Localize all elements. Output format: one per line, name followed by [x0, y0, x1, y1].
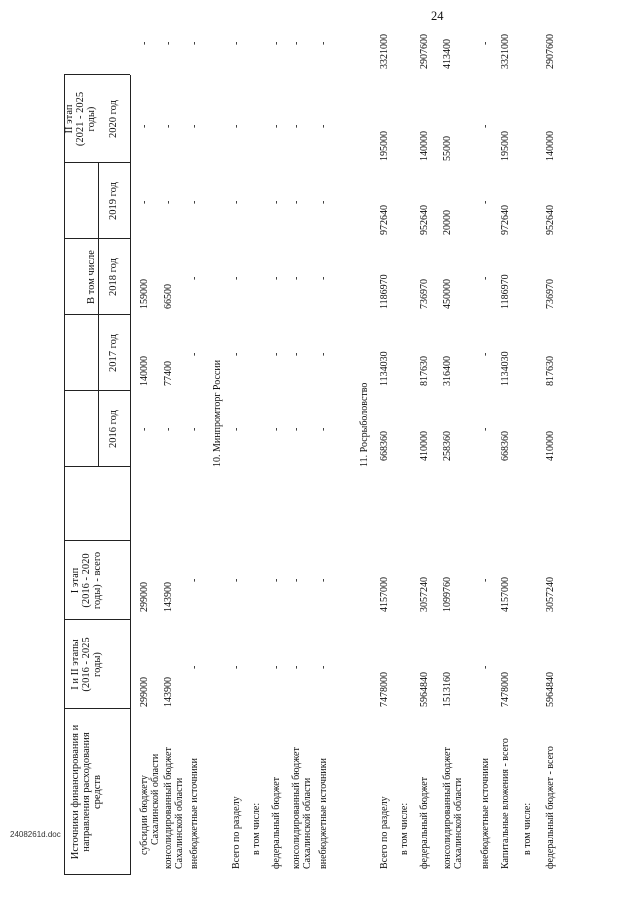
- cell-total: 5964840: [419, 672, 430, 707]
- cell-y2017: 77400: [163, 361, 174, 386]
- grid-header-bottom-line: [130, 75, 131, 875]
- row-label: Сахалинской области: [174, 777, 185, 869]
- header-stage2-column: II этап: [64, 104, 75, 134]
- page-number: 24: [431, 9, 444, 23]
- cell-y2018: -: [271, 276, 282, 280]
- cell-stage1: 4157000: [500, 577, 511, 612]
- row-label: консолидированный бюджет: [442, 747, 453, 869]
- row-label: Сахалинской области: [453, 777, 464, 869]
- cell-y2020: -: [318, 124, 329, 128]
- row-label: Сахалинской области: [302, 777, 313, 869]
- cell-y2016: -: [291, 427, 302, 431]
- header-stage2-column: годы): [86, 106, 97, 132]
- cell-stage1: 3057240: [419, 577, 430, 612]
- cell-total: -: [189, 665, 200, 669]
- cell-y2018: 1186970: [500, 274, 511, 309]
- cell-stage2: -: [231, 41, 242, 45]
- cell-y2019: 20000: [442, 210, 453, 235]
- cell-stage2: -: [271, 41, 282, 45]
- header-total-column: (2016 - 2025: [81, 637, 92, 692]
- cell-y2020: 195000: [379, 131, 390, 161]
- cell-stage2: -: [163, 41, 174, 45]
- row-label: внебюджетные источники: [480, 758, 491, 869]
- row-label: субсидии бюджету: [139, 775, 150, 855]
- cell-y2017: -: [318, 352, 329, 356]
- cell-y2017: 817630: [419, 356, 430, 386]
- row-label: Всего по разделу: [379, 796, 390, 869]
- cell-y2019: -: [480, 200, 491, 204]
- cell-total: -: [318, 665, 329, 669]
- cell-y2020: -: [189, 124, 200, 128]
- row-label: в том числе:: [251, 802, 262, 855]
- cell-y2018: 159000: [139, 279, 150, 309]
- cell-stage1: -: [318, 578, 329, 582]
- row-label: федеральный бюджет: [419, 776, 430, 869]
- cell-y2020: -: [231, 124, 242, 128]
- cell-y2020: -: [163, 124, 174, 128]
- grid-year-span-line: [98, 163, 99, 467]
- row-label: консолидированный бюджет: [291, 747, 302, 869]
- cell-y2018: 450000: [442, 279, 453, 309]
- cell-y2019: 952640: [545, 205, 556, 235]
- cell-stage2: -: [480, 41, 491, 45]
- cell-y2016: 668360: [379, 431, 390, 461]
- cell-y2020: -: [271, 124, 282, 128]
- cell-stage1: 1099760: [442, 577, 453, 612]
- cell-total: 7478000: [500, 672, 511, 707]
- cell-total: 7478000: [379, 672, 390, 707]
- cell-y2020: 195000: [500, 131, 511, 161]
- cell-stage1: 299000: [139, 582, 150, 612]
- cell-y2019: -: [318, 200, 329, 204]
- cell-y2019: 972640: [500, 205, 511, 235]
- cell-y2016: 258360: [442, 431, 453, 461]
- cell-stage2: 3321000: [379, 34, 390, 69]
- cell-y2018: -: [231, 276, 242, 280]
- cell-y2018: 736970: [545, 279, 556, 309]
- header-total-column: I и II этапы: [70, 639, 81, 690]
- cell-stage1: -: [291, 578, 302, 582]
- header-year-2016: 2016 год: [108, 410, 119, 448]
- row-label: Капитальные вложения - всего: [500, 738, 511, 869]
- grid-vline: [64, 390, 130, 391]
- row-label: в том числе:: [399, 802, 410, 855]
- header-including-label: В том числе: [86, 250, 97, 304]
- header-source-column: направления расходования: [81, 732, 92, 852]
- cell-stage1: -: [271, 578, 282, 582]
- cell-y2019: 972640: [379, 205, 390, 235]
- cell-y2020: 140000: [419, 131, 430, 161]
- row-label: федеральный бюджет: [271, 776, 282, 869]
- row-label: внебюджетные источники: [318, 758, 329, 869]
- cell-y2017: 140000: [139, 356, 150, 386]
- cell-y2017: -: [291, 352, 302, 356]
- cell-stage1: 3057240: [545, 577, 556, 612]
- cell-y2017: -: [231, 352, 242, 356]
- cell-y2016: -: [139, 427, 150, 431]
- cell-total: -: [271, 665, 282, 669]
- cell-total: 299000: [139, 677, 150, 707]
- grid-vline: [64, 466, 130, 467]
- row-label: федеральный бюджет - всего: [545, 746, 556, 869]
- header-year-2018: 2018 год: [108, 258, 119, 296]
- cell-stage1: -: [480, 578, 491, 582]
- cell-total: 143900: [163, 677, 174, 707]
- row-label: внебюджетные источники: [189, 758, 200, 869]
- header-source-column: средств: [92, 775, 103, 809]
- cell-y2016: 410000: [545, 431, 556, 461]
- cell-y2017: 1134030: [379, 351, 390, 386]
- cell-y2017: 316400: [442, 356, 453, 386]
- header-source-column: Источники финансирования и: [70, 724, 81, 860]
- row-label: Всего по разделу: [231, 796, 242, 869]
- cell-y2018: 66500: [163, 284, 174, 309]
- cell-y2016: -: [163, 427, 174, 431]
- cell-y2019: 952640: [419, 205, 430, 235]
- cell-y2016: -: [231, 427, 242, 431]
- grid-top-line: [64, 75, 65, 875]
- header-stage2-column: (2021 - 2025: [75, 91, 86, 147]
- cell-y2018: -: [291, 276, 302, 280]
- cell-y2018: 736970: [419, 279, 430, 309]
- cell-y2018: -: [318, 276, 329, 280]
- cell-stage2: -: [291, 41, 302, 45]
- cell-y2020: -: [139, 124, 150, 128]
- row-label: консолидированный бюджет: [163, 747, 174, 869]
- header-year-2020: 2020 год: [108, 100, 119, 138]
- cell-stage2: -: [189, 41, 200, 45]
- cell-y2020: 140000: [545, 131, 556, 161]
- cell-stage2: -: [139, 41, 150, 45]
- cell-y2016: -: [271, 427, 282, 431]
- cell-stage2: 2907600: [545, 34, 556, 69]
- cell-y2016: -: [189, 427, 200, 431]
- cell-y2020: 55000: [442, 136, 453, 161]
- cell-y2018: 1186970: [379, 274, 390, 309]
- cell-y2019: -: [189, 200, 200, 204]
- section-heading: 10. Минпромторг России: [212, 359, 223, 467]
- grid-vline: [64, 314, 130, 315]
- cell-y2019: -: [139, 200, 150, 204]
- cell-y2016: -: [318, 427, 329, 431]
- cell-stage1: 143900: [163, 582, 174, 612]
- cell-stage2: -: [318, 41, 329, 45]
- cell-y2019: -: [291, 200, 302, 204]
- cell-stage2: 413400: [442, 39, 453, 69]
- cell-y2017: 1134030: [500, 351, 511, 386]
- cell-y2020: -: [291, 124, 302, 128]
- cell-total: -: [231, 665, 242, 669]
- cell-total: -: [291, 665, 302, 669]
- cell-y2020: -: [480, 124, 491, 128]
- cell-stage2: 2907600: [419, 34, 430, 69]
- cell-total: -: [480, 665, 491, 669]
- file-stamp: 2408261d.doc: [10, 830, 61, 839]
- cell-y2019: -: [163, 200, 174, 204]
- cell-stage2: 3321000: [500, 34, 511, 69]
- section-heading: 11. Росрыболовство: [359, 382, 370, 467]
- header-year-2019: 2019 год: [108, 182, 119, 220]
- row-label: в том числе:: [522, 802, 533, 855]
- row-label: Сахалинской области: [150, 753, 161, 845]
- header-stage1-column: годы) - всего: [92, 551, 103, 610]
- cell-stage1: -: [231, 578, 242, 582]
- header-stage1-column: (2016 - 2020: [81, 553, 92, 608]
- grid-vline: [64, 238, 130, 239]
- cell-y2018: -: [189, 276, 200, 280]
- cell-y2019: -: [271, 200, 282, 204]
- cell-total: 5964840: [545, 672, 556, 707]
- header-total-column: годы): [92, 652, 103, 677]
- cell-y2016: 410000: [419, 431, 430, 461]
- cell-y2016: -: [480, 427, 491, 431]
- header-stage1-column: I этап: [70, 567, 81, 594]
- cell-stage1: 4157000: [379, 577, 390, 612]
- cell-y2017: -: [271, 352, 282, 356]
- cell-y2018: -: [480, 276, 491, 280]
- cell-y2017: -: [189, 352, 200, 356]
- cell-y2017: 817630: [545, 356, 556, 386]
- cell-y2019: -: [231, 200, 242, 204]
- header-year-2017: 2017 год: [108, 334, 119, 372]
- cell-y2016: 668360: [500, 431, 511, 461]
- cell-stage1: -: [189, 578, 200, 582]
- cell-y2017: -: [480, 352, 491, 356]
- cell-total: 1513160: [442, 672, 453, 707]
